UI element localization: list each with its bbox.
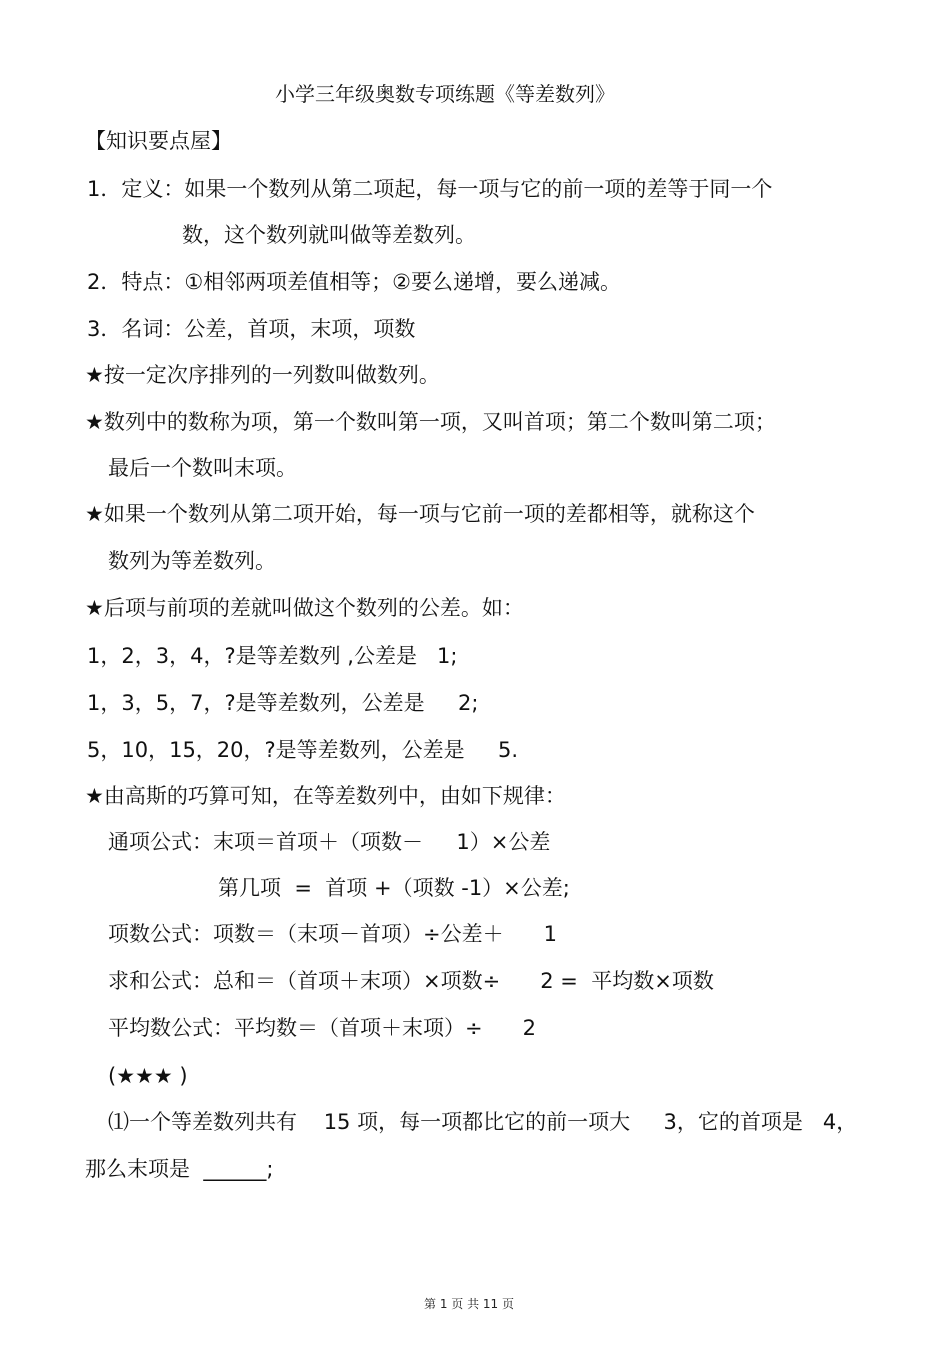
star-note-5: ★由高斯的巧算可知，在等差数列中，由如下规律： bbox=[85, 784, 566, 808]
document-title: 小学三年级奥数专项练题《等差数列》 bbox=[275, 82, 615, 106]
exercise-1-line-1: ⑴一个等差数列共有 15 项，每一项都比它的前一项大 3，它的首项是 4， bbox=[108, 1110, 858, 1134]
formula-sum: 求和公式：总和＝（首项＋末项）×项数÷ 2 = 平均数×项数 bbox=[108, 969, 714, 993]
point-1-line-1: 1．定义：如果一个数列从第二项起，每一项与它的前一项的差等于同一个 bbox=[87, 177, 773, 201]
point-2: 2．特点：①相邻两项差值相等；②要么递增，要么递减。 bbox=[87, 270, 622, 294]
section-heading: 【知识要点屋】 bbox=[85, 129, 232, 153]
difficulty-rating: (★★★ ) bbox=[108, 1064, 188, 1088]
star-note-4: ★后项与前项的差就叫做这个数列的公差。如： bbox=[85, 596, 524, 620]
formula-nth-term: 第几项 = 首项 +（项数 -1）×公差; bbox=[218, 876, 570, 900]
star-note-3-line-2: 数列为等差数列。 bbox=[108, 549, 276, 573]
formula-term-count: 项数公式：项数＝（末项－首项）÷公差＋ 1 bbox=[108, 922, 558, 946]
example-3: 5，10，15，20，?是等差数列，公差是 5. bbox=[87, 738, 519, 762]
point-3: 3．名词：公差，首项，末项，项数 bbox=[87, 317, 416, 341]
star-note-1: ★按一定次序排列的一列数叫做数列。 bbox=[85, 363, 440, 387]
star-note-2-line-2: 最后一个数叫末项。 bbox=[108, 456, 297, 480]
example-1: 1，2，3，4，?是等差数列 ,公差是 1; bbox=[87, 644, 458, 668]
exercise-1-line-2: 那么末项是 ______; bbox=[85, 1157, 274, 1181]
formula-average: 平均数公式：平均数＝（首项＋末项）÷ 2 bbox=[108, 1016, 537, 1040]
formula-general-term: 通项公式：末项＝首项＋（项数－ 1）×公差 bbox=[108, 830, 551, 854]
page-footer: 第 1 页 共 11 页 bbox=[424, 1297, 514, 1311]
point-1-line-2: 数，这个数列就叫做等差数列。 bbox=[182, 223, 476, 247]
star-note-2-line-1: ★数列中的数称为项，第一个数叫第一项，又叫首项；第二个数叫第二项； bbox=[85, 410, 776, 434]
star-note-3-line-1: ★如果一个数列从第二项开始，每一项与它前一项的差都相等，就称这个 bbox=[85, 502, 755, 526]
example-2: 1，3，5，7，?是等差数列，公差是 2; bbox=[87, 691, 479, 715]
